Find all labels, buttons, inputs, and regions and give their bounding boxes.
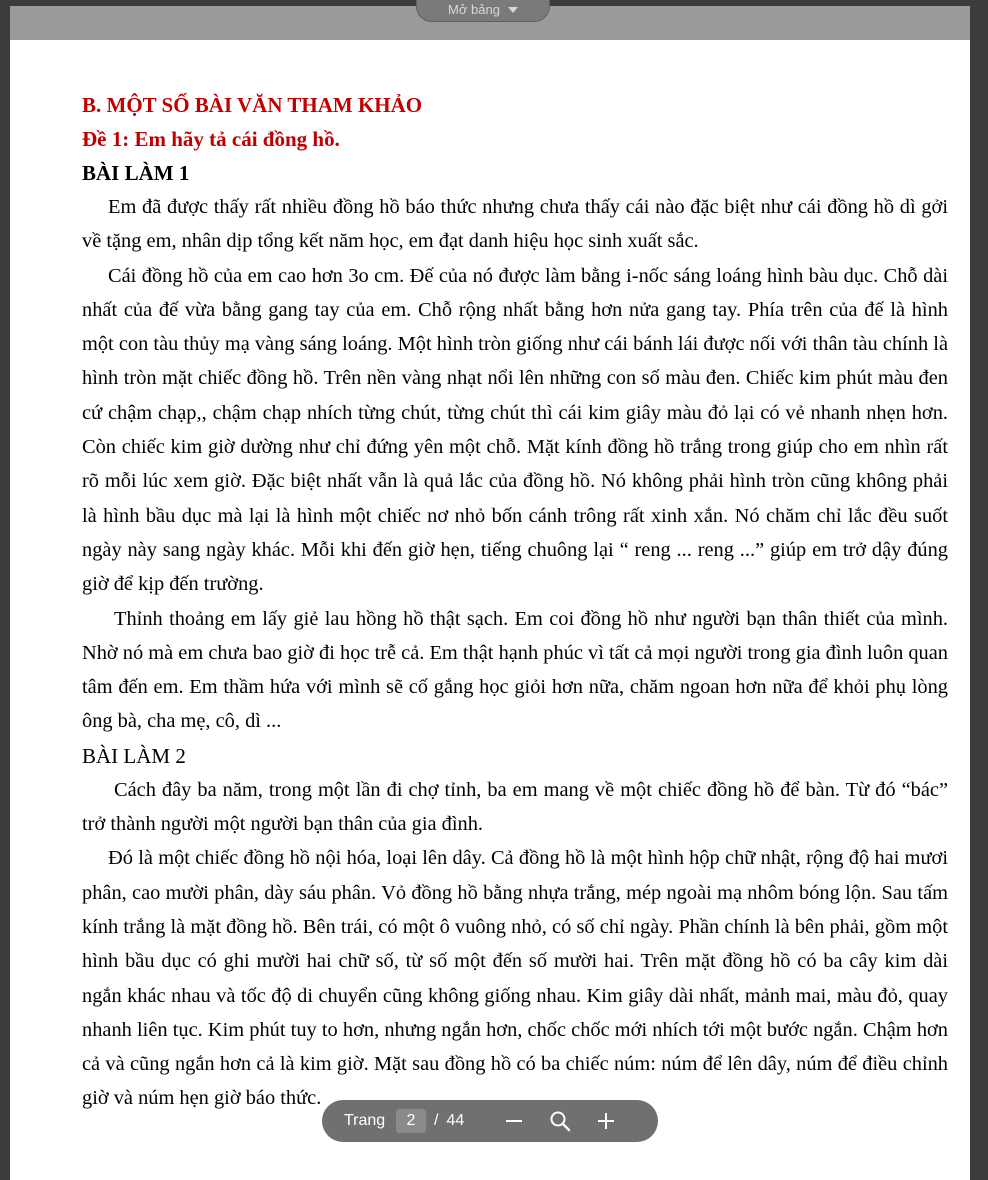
page-label: Trang: [344, 1112, 386, 1129]
plus-icon: [598, 1113, 614, 1129]
chevron-down-icon: [508, 7, 518, 13]
minus-icon: [506, 1120, 522, 1122]
page-content: [82, 88, 948, 1116]
zoom-out-button[interactable]: [496, 1103, 532, 1139]
essay2-paragraph: Cách đây ba năm, trong một lần đi chợ tỉnh, ba em mang về một chiếc đồng hồ để bàn. Từ đó “bác” trở thành người một người bạn thân của gia đình.: [82, 778, 948, 836]
page-toolbar: [322, 1100, 658, 1142]
current-page-input[interactable]: 2: [396, 1109, 426, 1133]
open-panel-tab[interactable]: [416, 0, 550, 22]
essay1-paragraph: Thỉnh thoảng em lấy giẻ lau hồng hồ thật sạch. Em coi đồng hồ như người bạn thân thiết của mình. Nhờ nó mà em chưa bao giờ đi học trễ cả. Em thật hạnh phúc vì tất cả mọi người trong gia đình luôn quan tâm đến em. Em thầm hứa với mình sẽ cố gắng học giỏi hơn nữa, chăm ngoan hơn nữa để khỏi phụ lòng ông bà, cha mẹ, cô, dì ...: [82, 607, 948, 733]
section-title: B. MỘT SỐ BÀI VĂN THAM KHẢO: [82, 93, 423, 117]
essay2-paragraph: Đó là một chiếc đồng hồ nội hóa, loại lên dây. Cả đồng hồ là một hình hộp chữ nhật, rộng độ hai mươi phân, cao mười phân, dày sáu phân. Vỏ đồng hồ bằng nhựa trắng, mép ngoài mạ nhôm bóng lộn. Sau tấm kính trắng là mặt đồng hồ. Bên trái, có một ô vuông nhỏ, có số chỉ ngày. Phần chính là bên phải, gồm một hình bầu dục có ghi mười hai chữ số, từ số một đến số mười hai. Trên mặt đồng hồ có ba cây kim dài ngắn khác nhau và tốc độ di chuyển cũng không giống nhau. Kim giây dài nhất, mảnh mai, màu đỏ, quay nhanh liên tục. Kim phút tuy to hơn, nhưng ngắn hơn, chốc chốc mới nhích tới một bước ngắn. Chậm hơn cả và cũng ngắn hơn cả là kim giờ. Mặt sau đồng hồ có ba chiếc núm: núm để lên dây, núm để điều chỉnh giờ và núm hẹn giờ báo thức.: [82, 847, 948, 1110]
essay1-paragraph: Cái đồng hồ của em cao hơn 3o cm. Đế của nó được làm bằng i-nốc sáng loáng hình bàu dục. Chỗ dài nhất của đế vừa bằng gang tay của em. Chỗ rộng nhất bằng hơn nửa gang tay. Phía trên của đế là hình một con tàu thủy mạ vàng sáng loáng. Một hình tròn giống như cái bánh lái được nối với thân tàu chính là hình tròn mặt chiếc đồng hồ. Trên nền vàng nhạt nổi lên những con số màu đen. Chiếc kim phút màu đen cứ chậm chạp,, chậm chạp nhích từng chút, từng chút thì cái kim giây màu đỏ lại có vẻ nhanh nhẹn hơn. Còn chiếc kim giờ dường như chỉ đứng yên một chỗ. Mặt kính đồng hồ trắng trong giúp cho em nhìn rất rõ mỗi lúc xem giờ. Đặc biệt nhất vẫn là quả lắc của đồng hồ. Nó không phải hình tròn cũng không phải là hình bầu dục mà lại là hình một chiếc nơ nhỏ bốn cánh trông rất xinh xắn. Nó chăm chỉ lắc đều suốt ngày này sang ngày khác. Mỗi khi đến giờ hẹn, tiếng chuông lại “ reng ... reng ...” giúp em trở dậy đúng giờ để kịp đến trường.: [82, 264, 948, 596]
magnifier-icon: [549, 1110, 571, 1132]
open-panel-label: Mở bảng: [448, 2, 500, 17]
zoom-button[interactable]: [542, 1103, 578, 1139]
document-page: [10, 40, 970, 1180]
essay1-heading: BÀI LÀM 1: [82, 161, 190, 185]
total-pages: 44: [446, 1112, 465, 1129]
zoom-in-button[interactable]: [588, 1103, 624, 1139]
essay1-paragraph: Em đã được thấy rất nhiều đồng hồ báo thức nhưng chưa thấy cái nào đặc biệt như cái đồng hồ dì gởi về tặng em, nhân dịp tổng kết năm học, em đạt danh hiệu học sinh xuất sắc.: [82, 196, 948, 253]
essay2-heading: BÀI LÀM 2: [82, 743, 186, 768]
topic-title: Đề 1: Em hãy tả cái đồng hồ.: [82, 127, 340, 151]
page-separator: /: [434, 1112, 439, 1129]
